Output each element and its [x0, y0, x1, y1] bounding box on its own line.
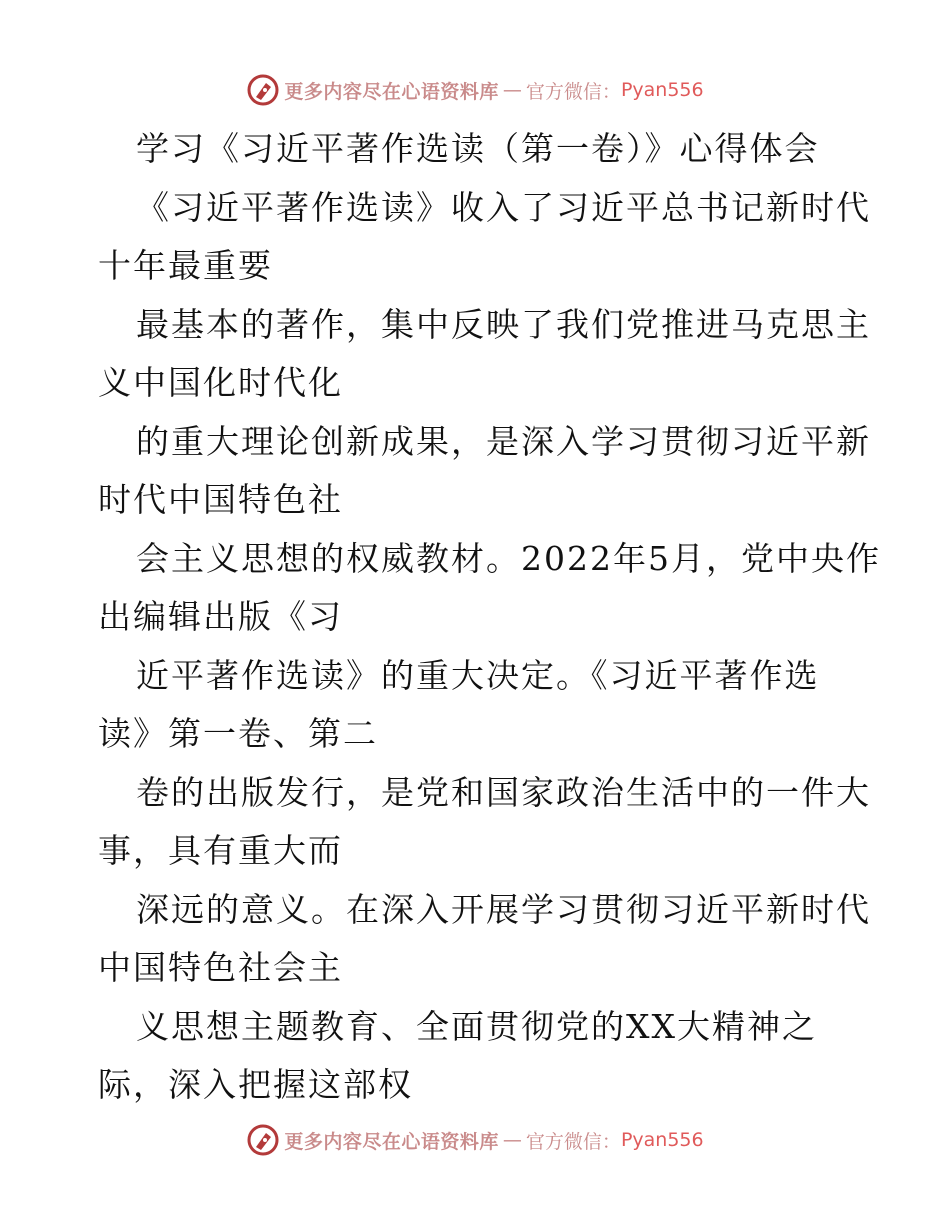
header-watermark-banner [0, 70, 950, 110]
pen-nib-logo-icon [246, 73, 280, 107]
text-line: 际，深入把握这部权 [98, 1065, 413, 1104]
site-name: 更多内容尽在心语资料库 [284, 80, 499, 103]
banner-separator: — [502, 79, 522, 101]
document-title: 学习《习近平著作选读（第一卷）》心得体会 [136, 129, 820, 168]
text-line: 中国特色社会主 [98, 948, 343, 987]
text-line: 义中国化时代化 [98, 363, 343, 402]
text-line: 卷的出版发行，是党和国家政治生活中的一件大 [136, 772, 871, 812]
text-line: 十年最重要 [98, 246, 273, 285]
text-line: 事，具有重大而 [98, 831, 343, 870]
wechat-label: 官方微信： [525, 80, 621, 103]
text-line: 义思想主题教育、全面贯彻党的XX大精神之 [136, 1006, 817, 1046]
text-line: 的重大理论创新成果，是深入学习贯彻习近平新 [136, 421, 871, 461]
footer-watermark-banner [0, 1120, 950, 1160]
site-name: 更多内容尽在心语资料库 [284, 1130, 499, 1153]
pen-nib-logo-icon [246, 1123, 280, 1157]
banner-separator: — [502, 1129, 522, 1151]
text-line: 读》第一卷、第二 [98, 714, 378, 753]
text-line: 出编辑出版《习 [98, 597, 343, 636]
text-line: 时代中国特色社 [98, 480, 343, 519]
text-line: 深远的意义。在深入开展学习贯彻习近平新时代 [136, 889, 871, 929]
wechat-label: 官方微信： [525, 1130, 621, 1153]
text-line: 最基本的著作，集中反映了我们党推进马克思主 [136, 304, 871, 344]
document-body [98, 120, 881, 1115]
text-line: 《习近平著作选读》收入了习近平总书记新时代 [136, 187, 871, 227]
wechat-id: Pyan556 [620, 79, 704, 101]
text-line: 近平著作选读》的重大决定。《习近平著作选 [136, 655, 820, 695]
text-line: 会主义思想的权威教材。2022年5月，党中央作 [136, 538, 881, 578]
wechat-id: Pyan556 [620, 1129, 704, 1151]
